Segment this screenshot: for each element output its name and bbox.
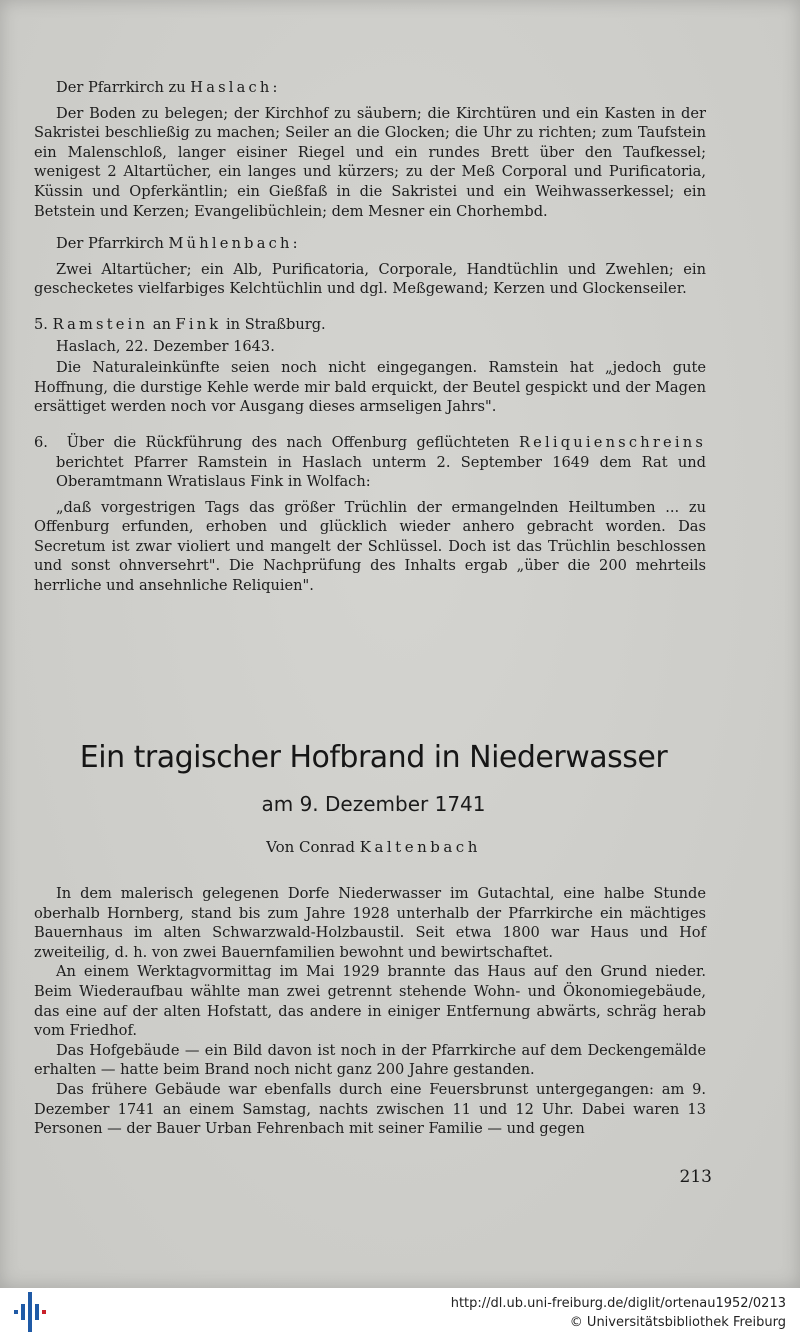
logo-bar-5 [42, 1310, 46, 1314]
item6-quote: „daß vorgestrigen Tags das größer Trüchlin der ermangelnden Heiltumben ... zu Offenburg erfunden, erhoben und glücklich wieder anhero gebracht worden. Das Secretum ist zwar violiert und mangelt der Schlüssel. Doch ist das Trüchlin beschlossen und sonst ohnversehrt". Die Nachprüfung des Inhalts ergab „über die 200 mehrteils herrliche und ansehnliche Reliquien". [34, 498, 706, 595]
item5-heading: 5. Ramstein an Fink in Straßburg. [34, 315, 326, 333]
article-author: Von Conrad Kaltenbach [266, 838, 481, 856]
logo-bar-2 [21, 1304, 25, 1320]
article-paragraph-2: An einem Werktagvormittag im Mai 1929 brannte das Haus auf den Grund nieder. Beim Wiederaufbau wählte man zwei getrennt stehende Wohn- und Ökonomiegebäude, das eine auf der alten Hofstatt, das andere in einiger Entfernung abwärts, schräg herab vom Friedhof. [34, 963, 706, 1040]
article-subtitle: am 9. Dezember 1741 [261, 792, 486, 816]
haslach-heading: Der Pfarrkirch zu Haslach: [56, 79, 281, 96]
article-body [34, 884, 706, 1139]
article-paragraph-1: In dem malerisch gelegenen Dorfe Niederwasser im Gutachtal, eine halbe Stunde oberhalb Hornberg, stand bis zum Jahre 1928 unterhalb der Pfarrkirche ein mächtiges Bauernhaus im alten Schwarzwald-Holzbaustil. Seit etwa 1800 war Haus und Hof zweiteilig, d. h. von zwei Bauernfamilien bewohnt und bewirtschaftet. [34, 885, 706, 961]
top-section [34, 78, 706, 596]
logo-bar-1 [14, 1310, 18, 1314]
haslach-paragraph: Der Boden zu belegen; der Kirchhof zu säubern; die Kirchtüren und ein Kasten in der Sakristei beschließig zu machen; Seiler an die Glocken; die Uhr zu richten; zum Taufstein ein Malenschloß, langer eisiner Riegel und ein rundes Brett über den Taufkessel; wenigest 2 Altartücher, ein langes und kürzers; zu der Meß Corporal und Purificatoria, Küssin und Opferkäntlin; ein Gießfaß in die Sakristei und ein Weihwasserkessel; ein Betstein und Kerzen; Evangelibüchlein; dem Mesner ein Chorhembd. [34, 104, 706, 220]
article-title: Ein tragischer Hofbrand in Niederwasser [79, 740, 668, 775]
page-number: 213 [679, 1167, 712, 1187]
footer-url-link[interactable]: http://dl.ub.uni-freiburg.de/diglit/ortenau1952/0213 [450, 1296, 786, 1311]
item6-paragraph: 6. Über die Rückführung des nach Offenburg geflüchteten Reliquienschreins berichtet Pfarrer Ramstein in Haslach unterm 2. September 1649 dem Rat und Oberamtmann Wratislaus Fink in Wolfach: [34, 433, 707, 491]
muehlenbach-heading: Der Pfarrkirch Mühlenbach: [56, 235, 301, 253]
footer-bar [0, 1288, 800, 1336]
ub-freiburg-logo-icon [12, 1290, 52, 1334]
item5-paragraph: Die Naturaleinkünfte seien noch nicht eingegangen. Ramstein hat „jedoch gute Hoffnung, die durstige Kehle werde mir bald erquickt, der Beutel gespickt und der Magen ersättiget werden noch vor Ausgang dieses armseligen Jahrs". [34, 359, 706, 416]
article-paragraph-4: Das frühere Gebäude war ebenfalls durch eine Feuersbrunst untergegangen: am 9. Dezember 1741 an einem Samstag, nachts zwischen 11 und 12 Uhr. Dabei waren 13 Personen — der Bauer Urban Fehrenbach mit seiner Familie — und gegen [34, 1080, 706, 1138]
muehlenbach-paragraph: Zwei Altartücher; ein Alb, Purificatoria, Corporale, Handtüchlin und Zwehlen; ein geschecketes vielfarbiges Kelchtüchlin und dgl. Meßgewand; Kerzen und Glockenseiler. [34, 260, 706, 298]
footer-copyright: © Universitätsbibliothek Freiburg [569, 1315, 786, 1330]
logo-bar-4 [35, 1304, 39, 1320]
item5-place: Haslach, 22. Dezember 1643. [56, 337, 275, 355]
logo-bar-3 [28, 1292, 32, 1332]
article-paragraph-3: Das Hofgebäude — ein Bild davon ist noch in der Pfarrkirche auf dem Deckengemälde erhalten — hatte beim Brand noch nicht ganz 200 Jahre gestanden. [34, 1041, 706, 1079]
